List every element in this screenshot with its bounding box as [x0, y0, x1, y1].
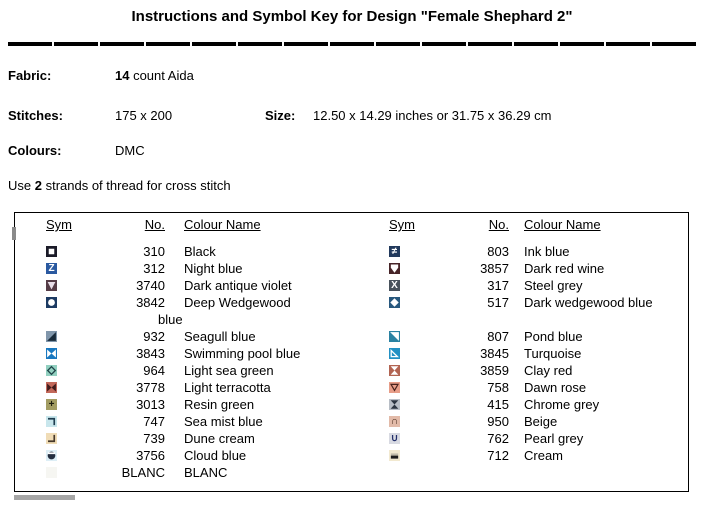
key-table-row — [15, 447, 688, 464]
fabric-rest: count Aida — [129, 68, 194, 83]
symbol-cell — [15, 430, 75, 444]
colour-number: 3845 — [480, 346, 509, 361]
symbol-cell — [358, 243, 418, 257]
colour-name: Sea mist blue — [184, 414, 263, 429]
symbol-swatch-icon — [46, 297, 57, 308]
fabric-value — [115, 67, 194, 84]
key-table-row — [15, 345, 688, 362]
symbol-swatch-icon — [46, 263, 57, 274]
header-sym-right: Sym — [389, 217, 415, 232]
colour-name: Ink blue — [524, 244, 570, 259]
symbol-cell — [358, 328, 418, 342]
stitches-row — [0, 107, 704, 124]
colour-number: 747 — [143, 414, 165, 429]
stitches-value: 175 x 200 — [115, 108, 173, 123]
symbol-swatch-icon — [46, 348, 57, 359]
fabric-label: Fabric: — [8, 68, 52, 83]
symbol-cell — [15, 260, 75, 274]
symbol-cell — [15, 294, 75, 308]
colour-name: Light terracotta — [184, 380, 271, 395]
title-divider — [8, 42, 696, 46]
key-table-row — [15, 430, 688, 447]
colour-name: Clay red — [524, 363, 573, 378]
colour-name: Swimming pool blue — [184, 346, 301, 361]
symbol-swatch-icon — [46, 331, 57, 342]
symbol-cell — [358, 430, 418, 444]
symbol-swatch-icon — [46, 399, 57, 410]
colours-value: DMC — [115, 143, 145, 158]
symbol-swatch-icon — [389, 399, 400, 410]
key-table-row — [15, 396, 688, 413]
colour-name: Pearl grey — [524, 431, 584, 446]
note-suffix: strands of thread for cross stitch — [41, 178, 231, 193]
colour-number: 3778 — [136, 380, 165, 395]
symbol-swatch-icon — [389, 348, 400, 359]
note-prefix: Use — [8, 178, 35, 193]
colours-row — [0, 142, 704, 159]
symbol-swatch-icon — [46, 365, 57, 376]
colour-number: 762 — [487, 431, 509, 446]
symbol-swatch-icon — [389, 246, 400, 257]
header-name-right: Colour Name — [524, 217, 601, 232]
symbol-glyph: Z — [48, 263, 55, 274]
colour-number: 712 — [487, 448, 509, 463]
symbol-cell — [15, 277, 75, 291]
key-table-row — [15, 243, 688, 260]
symbol-glyph: X — [391, 280, 398, 291]
symbol-cell — [358, 277, 418, 291]
colour-name: Dawn rose — [524, 380, 587, 395]
symbol-swatch-icon — [389, 280, 400, 291]
colour-number: 803 — [487, 244, 509, 259]
size-value: 12.50 x 14.29 inches or 31.75 x 36.29 cm — [313, 108, 552, 123]
key-table-row — [15, 379, 688, 396]
key-table-row — [15, 260, 688, 277]
symbol-cell — [358, 447, 418, 461]
symbol-cell — [15, 464, 75, 478]
symbol-cell — [15, 243, 75, 257]
colour-name: Dune cream — [184, 431, 255, 446]
colour-name: Turquoise — [524, 346, 582, 361]
colour-name: Cream — [524, 448, 564, 463]
header-name-left: Colour Name — [184, 217, 261, 232]
symbol-swatch-icon — [389, 365, 400, 376]
key-table-row — [15, 362, 688, 379]
symbol-swatch-icon — [46, 467, 57, 478]
colour-name: Chrome grey — [524, 397, 600, 412]
symbol-cell — [358, 379, 418, 393]
header-sym-left: Sym — [46, 217, 72, 232]
colour-number: 807 — [487, 329, 509, 344]
symbol-swatch-icon — [389, 416, 400, 427]
colour-number: 950 — [487, 414, 509, 429]
colour-number: 415 — [487, 397, 509, 412]
symbol-glyph: ∪ — [390, 433, 399, 444]
symbol-swatch-icon — [389, 331, 400, 342]
colour-name: Dark red wine — [524, 261, 605, 276]
colour-name: Beige — [524, 414, 558, 429]
key-table-row — [15, 464, 688, 481]
colour-number: 739 — [143, 431, 165, 446]
symbol-cell — [15, 396, 75, 410]
key-table-row — [15, 294, 688, 328]
page-title: Instructions and Symbol Key for Design "Female Shephard 2" — [131, 8, 573, 25]
colour-number: 310 — [143, 244, 165, 259]
colour-name: Steel grey — [524, 278, 583, 293]
colour-name: Night blue — [184, 261, 243, 276]
colour-name: Light sea green — [184, 363, 274, 378]
colour-number: 3857 — [480, 261, 509, 276]
symbol-swatch-icon — [46, 280, 57, 291]
symbol-cell — [358, 413, 418, 427]
colour-name: Deep Wedgewood blue — [165, 294, 358, 328]
key-table-rows — [15, 243, 688, 481]
symbol-cell — [358, 345, 418, 359]
colour-number: 964 — [143, 363, 165, 378]
symbol-cell — [15, 345, 75, 359]
fabric-count: 14 — [115, 68, 130, 83]
symbol-cell — [15, 447, 75, 461]
colour-number: 517 — [487, 295, 509, 310]
symbol-glyph: ≠ — [391, 246, 398, 257]
symbol-cell — [15, 413, 75, 427]
colour-number: 312 — [143, 261, 165, 276]
colour-number: 3013 — [136, 397, 165, 412]
symbol-swatch-icon — [46, 433, 57, 444]
strands-note — [8, 177, 231, 194]
colour-number: 3843 — [136, 346, 165, 361]
colour-name: Seagull blue — [184, 329, 256, 344]
symbol-cell — [358, 396, 418, 410]
symbol-swatch-icon — [389, 297, 400, 308]
colour-number: 3859 — [480, 363, 509, 378]
symbol-key-table — [14, 212, 689, 492]
symbol-swatch-icon — [46, 382, 57, 393]
symbol-swatch-icon — [389, 433, 400, 444]
key-table-header — [15, 216, 688, 233]
colours-label: Colours: — [8, 143, 62, 158]
colour-name: BLANC — [184, 465, 228, 480]
symbol-cell — [358, 362, 418, 376]
symbol-cell — [15, 328, 75, 342]
colour-name: Dark wedgewood blue — [524, 295, 653, 310]
symbol-cell — [15, 362, 75, 376]
symbol-cell — [15, 379, 75, 393]
colour-name-wrap: blue — [158, 312, 183, 327]
symbol-swatch-icon — [46, 246, 57, 257]
colour-name: Cloud blue — [184, 448, 247, 463]
colour-number: 932 — [143, 329, 165, 344]
colour-number: 3740 — [136, 278, 165, 293]
fabric-row — [0, 67, 704, 84]
symbol-glyph: ∩ — [390, 416, 399, 427]
colour-number: 3842 — [136, 295, 165, 310]
stitches-label: Stitches: — [8, 108, 63, 123]
colour-number: 758 — [487, 380, 509, 395]
symbol-swatch-icon — [46, 416, 57, 427]
symbol-swatch-icon — [389, 263, 400, 274]
symbol-cell — [358, 260, 418, 274]
symbol-swatch-icon — [389, 382, 400, 393]
colour-number: 317 — [487, 278, 509, 293]
symbol-glyph: + — [48, 399, 55, 410]
colour-name: Resin green — [184, 397, 255, 412]
colour-number: BLANC — [121, 465, 165, 480]
symbol-cell — [358, 294, 418, 308]
key-table-row — [15, 277, 688, 294]
colour-name: Dark antique violet — [184, 278, 292, 293]
vertical-scrollbar-fragment[interactable] — [12, 227, 16, 240]
key-table-row — [15, 328, 688, 345]
colour-name: Black — [184, 244, 216, 259]
colour-name: Pond blue — [524, 329, 583, 344]
header-no-left: No. — [144, 217, 165, 232]
header-no-right: No. — [488, 217, 509, 232]
symbol-swatch-icon — [46, 450, 57, 461]
horizontal-scrollbar-thumb[interactable] — [14, 495, 75, 500]
colour-number: 3756 — [136, 448, 165, 463]
key-table-row — [15, 413, 688, 430]
size-label: Size: — [265, 108, 296, 123]
symbol-swatch-icon — [389, 450, 400, 461]
note-strand-count: 2 — [34, 178, 42, 193]
